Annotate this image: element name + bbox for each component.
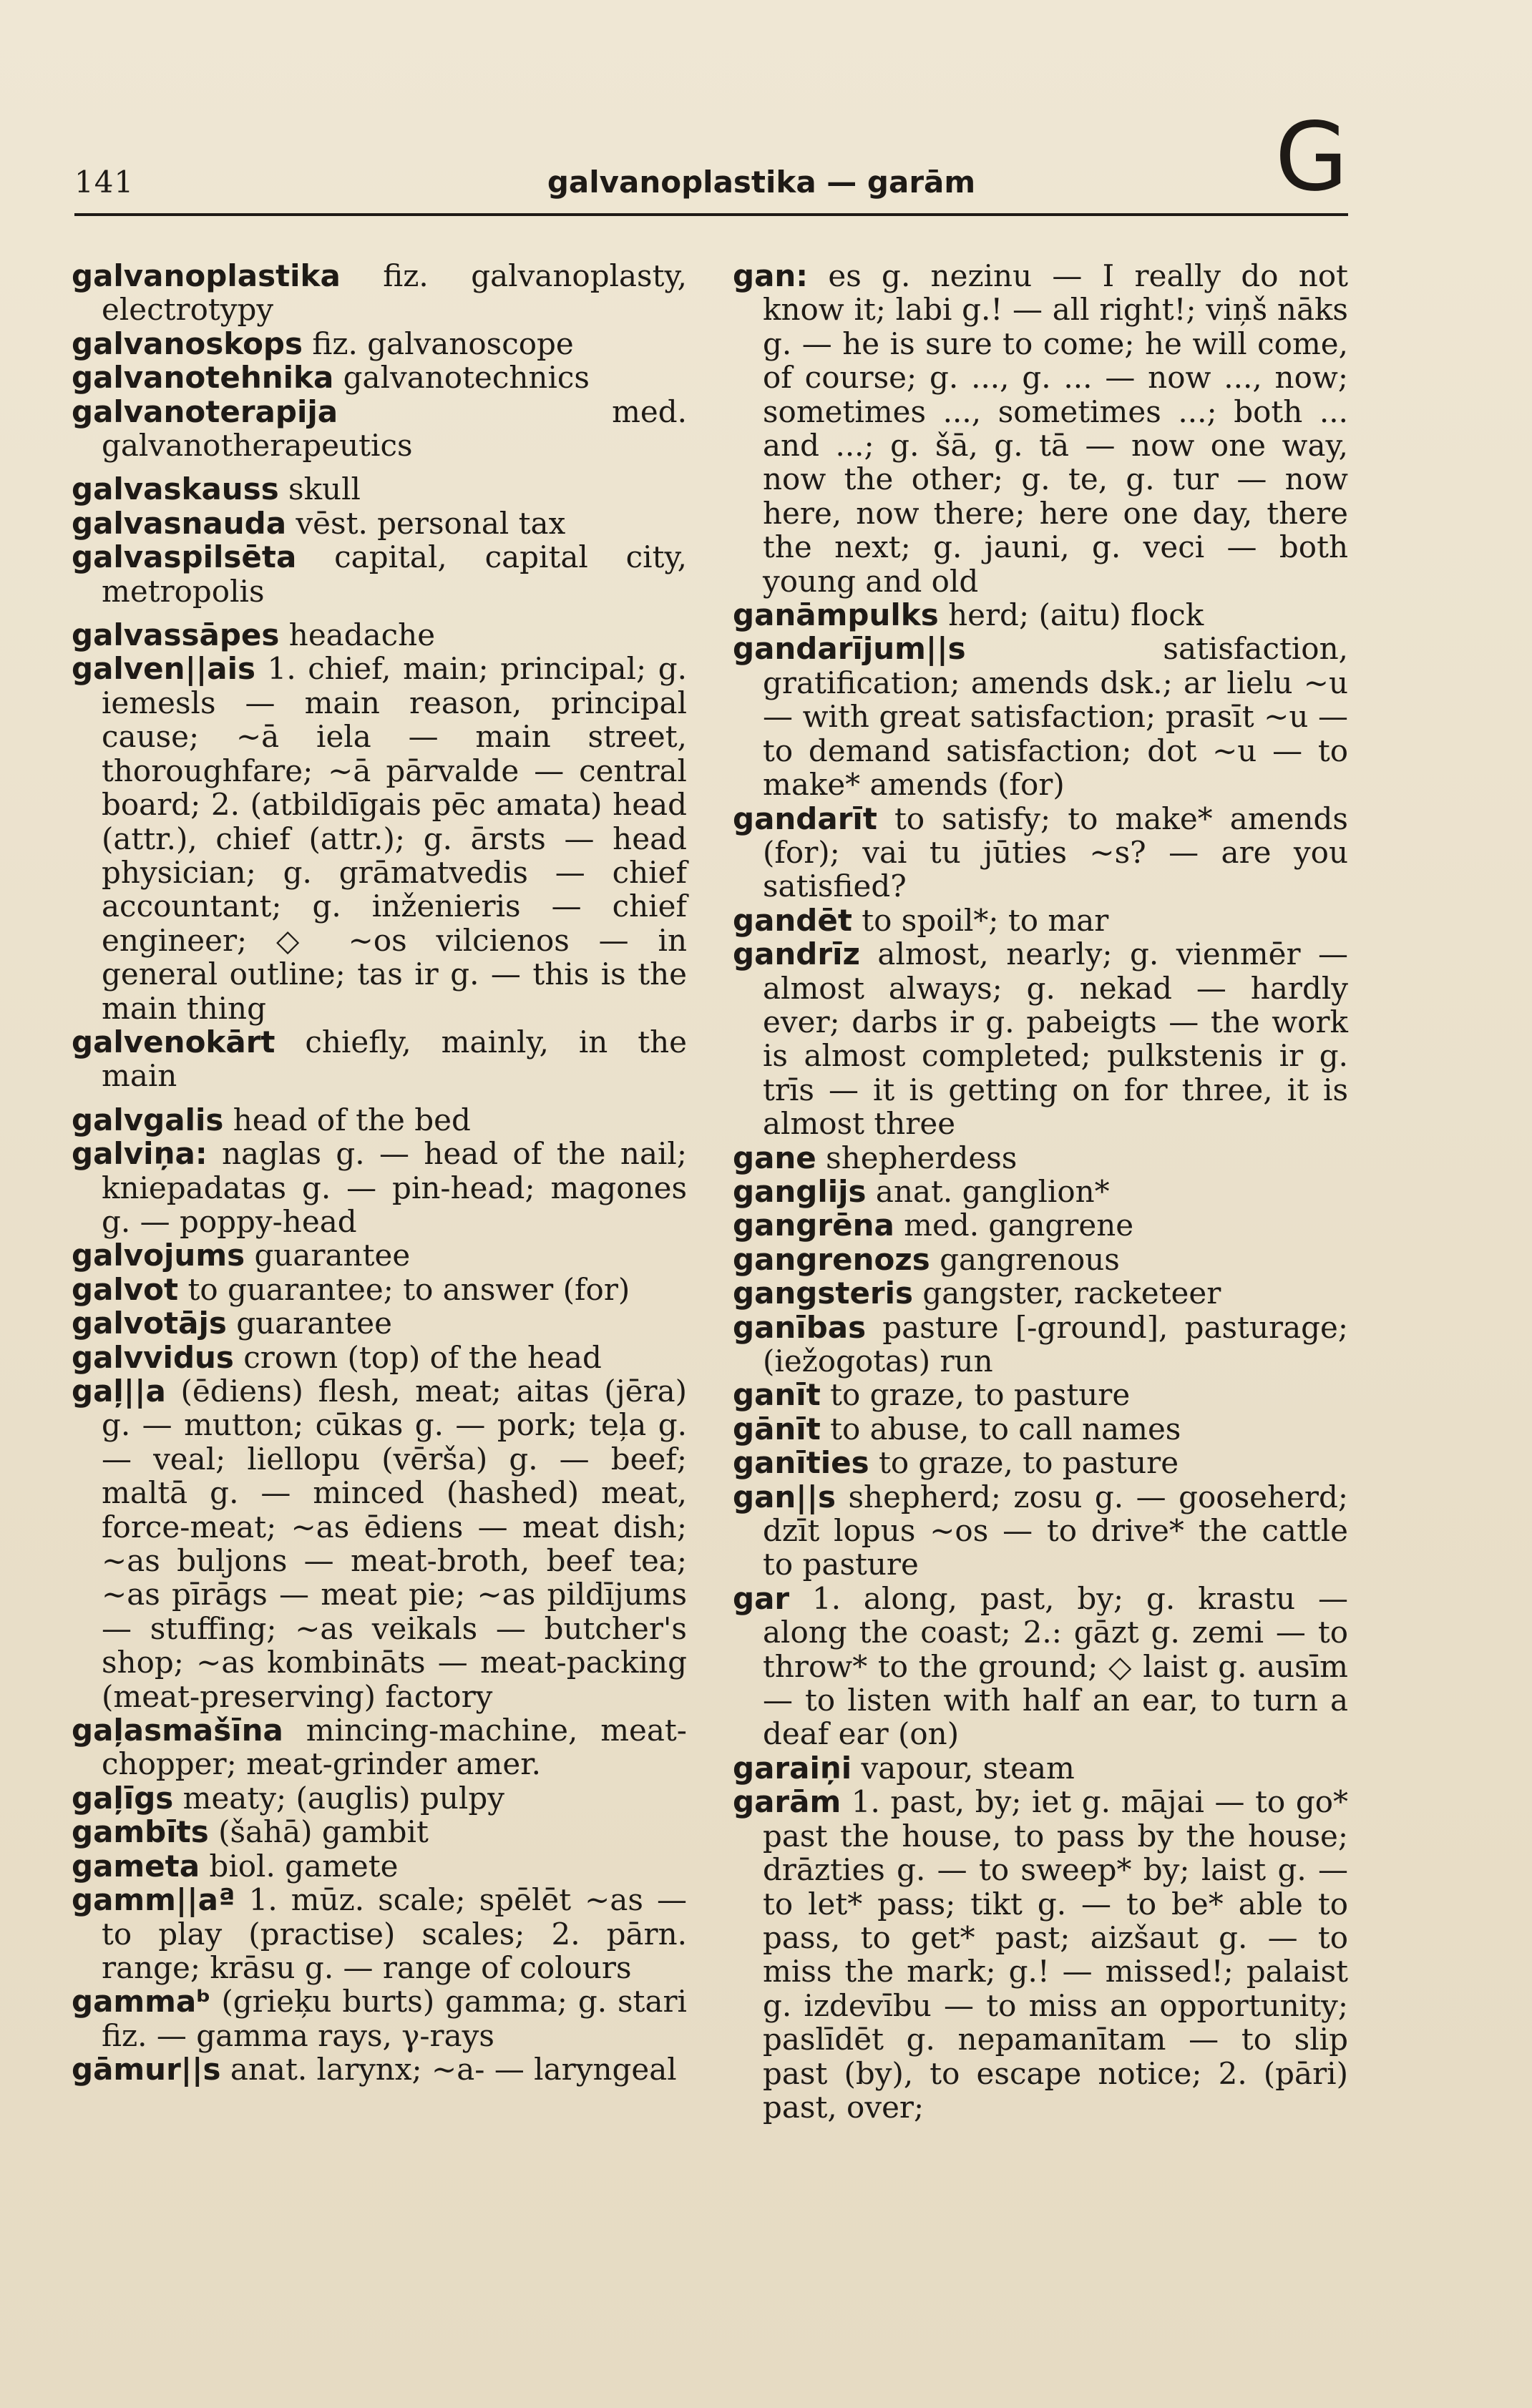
entry-headword: gammaᵇ	[72, 1984, 211, 2020]
dictionary-entry	[72, 395, 687, 463]
dictionary-entry	[733, 937, 1348, 1140]
entry-definition: 1. chief, main; principal; g. iemesls — main reason, principal cause; ~ā iela — main street, thoroughfare; ~ā pārvalde — central board; 2. (atbildīgais pēc amata) head (attr.), chief (attr.); g. ārsts — head physician; g. grāmatvedis — chief accountant; g. inženieris — chief engineer; ◇ ~os vilcienos — in general outline; tas ir g. — this is the main thing	[102, 651, 687, 1026]
dictionary-entry	[72, 618, 687, 652]
entry-headword: galvaskauss	[72, 471, 279, 507]
dictionary-entry	[72, 472, 687, 506]
dictionary-entry	[72, 540, 687, 608]
dictionary-entry	[733, 904, 1348, 937]
entry-definition: crown (top) of the head	[233, 1339, 602, 1375]
entry-headword: gaļasmašīna	[72, 1713, 283, 1748]
dictionary-entry	[72, 1103, 687, 1137]
entry-definition: to spoil*; to mar	[852, 902, 1109, 938]
entry-definition: guarantee	[226, 1306, 392, 1341]
entry-headword: galvanoterapija	[72, 393, 338, 429]
entry-headword: gānīt	[733, 1411, 821, 1447]
entry-definition: galvanotechnics	[333, 360, 590, 396]
entry-headword: galvanotehnika	[72, 360, 334, 396]
entry-definition: 1. mūz. scale; spēlēt ~as — to play (practise) scales; 2. pārn. range; krāsu g. — range of colours	[102, 1882, 687, 1985]
dictionary-entry	[72, 1883, 687, 1984]
dictionary-entry	[72, 1713, 687, 1781]
page-number: 141	[74, 165, 135, 200]
entry-headword: galvvidus	[72, 1339, 234, 1375]
dictionary-entry	[72, 1137, 687, 1238]
dictionary-entry	[733, 1378, 1348, 1411]
entry-definition: med. gangrene	[894, 1208, 1134, 1243]
entry-headword: galvanoskops	[72, 326, 303, 361]
entry-definition: to graze, to pasture	[820, 1377, 1131, 1413]
entry-definition: headache	[279, 617, 436, 653]
entry-headword: gandarījum||s	[733, 631, 966, 667]
entry-headword: galvot	[72, 1271, 179, 1307]
entry-headword: garaiņi	[733, 1750, 852, 1786]
entry-definition: vēst. personal tax	[286, 505, 566, 541]
entry-definition: skull	[278, 471, 361, 507]
entry-definition: satisfaction, gratification; amends dsk.; ar lielu ~u — with great satisfaction; prasīt ~u — to demand satisfaction; dot ~u — to make* amends (for)	[763, 631, 1348, 803]
entry-headword: galvgalis	[72, 1102, 224, 1137]
entry-definition: shepherd; zosu g. — gooseherd; dzīt lopus ~os — to drive* the cattle to pasture	[763, 1479, 1348, 1582]
entry-headword: ganglijs	[733, 1173, 867, 1209]
entry-headword: galvassāpes	[72, 617, 280, 653]
entry-headword: gar	[733, 1580, 790, 1616]
entry-headword: garām	[733, 1784, 841, 1820]
entry-headword: ganības	[733, 1309, 867, 1345]
dictionary-entry	[733, 802, 1348, 904]
entry-definition: fiz. galvanoscope	[303, 326, 574, 361]
dictionary-entry	[72, 1984, 687, 2052]
dictionary-entry	[733, 632, 1348, 801]
entry-definition: gangster, racketeer	[913, 1276, 1221, 1311]
entry-headword: gane	[733, 1140, 816, 1175]
dictionary-entry	[733, 1446, 1348, 1479]
entry-headword: gaļīgs	[72, 1780, 174, 1816]
entry-headword: gandarīt	[733, 801, 877, 836]
header-rule	[74, 213, 1348, 216]
entry-definition: naglas g. — head of the nail; kniepadatas g. — pin-head; magones g. — poppy-head	[102, 1136, 687, 1239]
entry-definition: 1. past, by; iet g. mājai — to go* past the house, to pass by the house; drāzties g. — to sweep* by; laist g. — to let* pass; tikt g. — to be* able to pass, to get* past; aizšaut g. — to miss the mark; g.! — missed!; palaist g. izdevību — to miss an opportunity; paslīdēt g. nepamanītam — to slip past (by), to escape notice; 2. (pāri) past, over;	[763, 1784, 1348, 2125]
dictionary-entry	[733, 1412, 1348, 1446]
entry-headword: galvanoplastika	[72, 258, 341, 293]
entry-headword: gambīts	[72, 1814, 209, 1850]
page-header	[74, 102, 1348, 215]
entry-definition: es g. nezinu — I really do not know it; labi g.! — all right!; viņš nāks g. — he is sure to come; he will come, of course; g. ..., g. ... — now ..., now; sometimes ..., sometimes ...; both ... and ...; g. šā, g. tā — now one way, now the other; g. te, g. tur — now here, now there; here one day, there the next; g. jauni, g. veci — both young and old	[763, 258, 1348, 599]
entry-definition: (ēdiens) flesh, meat; aitas (jēra) g. — mutton; cūkas g. — pork; teļa g. — veal; liellopu (vērša) g. — beef; maltā g. — minced (hashed) meat, force-meat; ~as ēdiens — meat dish; ~as buljons — meat-broth, beef tea; ~as pīrāgs — meat pie; ~as pildījums — stuffing; ~as veikals — butcher's shop; ~as kombināts — meat-packing (meat-preserving) factory	[102, 1374, 687, 1714]
dictionary-entry	[72, 259, 687, 327]
entry-definition: shepherdess	[816, 1140, 1018, 1175]
dictionary-entry	[72, 652, 687, 1024]
dictionary-entry	[72, 361, 687, 394]
entry-definition: almost, nearly; g. vienmēr — almost always; g. nekad — hardly ever; darbs ir g. pabeigts — the work is almost completed; pulkstenis ir g. trīs — it is getting on for three, it is almost three	[763, 936, 1348, 1142]
dictionary-entry	[72, 1238, 687, 1272]
dictionary-entry	[72, 1815, 687, 1849]
dictionary-entry	[72, 1341, 687, 1374]
dictionary-entry	[733, 1141, 1348, 1175]
dictionary-entry	[72, 1374, 687, 1713]
entry-definition: to satisfy; to make* amends (for); vai tu jūties ~s? — are you satisfied?	[763, 801, 1348, 904]
entry-headword: ganīties	[733, 1445, 869, 1481]
entry-definition: pasture [-ground], pasturage; (iežogotas) run	[763, 1309, 1348, 1379]
dictionary-entry	[733, 259, 1348, 598]
dictionary-entry	[72, 1781, 687, 1815]
entry-headword: gaļ||a	[72, 1374, 166, 1409]
entry-headword: gangsteris	[733, 1276, 914, 1311]
dictionary-entry	[733, 598, 1348, 632]
dictionary-entry	[733, 1785, 1348, 2124]
entry-headword: ganīt	[733, 1377, 821, 1413]
entry-headword: gamm||aª	[72, 1882, 235, 1918]
entry-headword: gan:	[733, 258, 809, 293]
entry-definition: 1. along, past, by; g. krastu — along the coast; 2.: gāzt g. zemi — to throw* to the ground; ◇ laist g. ausīm — to listen with half an ear, to turn a deaf ear (on)	[763, 1580, 1348, 1752]
entry-definition: gangrenous	[930, 1241, 1120, 1277]
dictionary-entry	[733, 1751, 1348, 1785]
entry-definition: head of the bed	[223, 1102, 471, 1137]
dictionary-entry	[733, 1582, 1348, 1751]
entry-definition: fiz. galvanoplasty, electrotypy	[102, 258, 687, 328]
entry-headword: gan||s	[733, 1479, 836, 1514]
entry-headword: galvotājs	[72, 1306, 227, 1341]
dictionary-entry	[733, 1480, 1348, 1582]
entry-definition: guarantee	[245, 1238, 411, 1273]
running-title: galvanoplastika — garām	[547, 165, 976, 200]
entry-definition: (šahā) gambit	[208, 1814, 429, 1850]
entry-definition: capital, capital city, metropolis	[102, 539, 687, 609]
entry-headword: gandēt	[733, 902, 852, 938]
entry-definition: mincing-machine, meat-chopper; meat-grinder amer.	[102, 1713, 687, 1782]
entry-headword: gandrīz	[733, 936, 860, 972]
entry-headword: galvenokārt	[72, 1024, 275, 1059]
dictionary-entry	[72, 506, 687, 540]
entry-headword: ganāmpulks	[733, 597, 939, 633]
dictionary-entry	[72, 1306, 687, 1340]
entry-headword: gameta	[72, 1848, 200, 1884]
entry-definition: meaty; (auglis) pulpy	[173, 1780, 504, 1816]
entry-definition: anat. larynx; ~a- — laryngeal	[220, 2052, 677, 2088]
entry-headword: gangrēna	[733, 1208, 894, 1243]
entry-definition: (grieķu burts) gamma; g. stari fiz. — gamma rays, γ-rays	[102, 1984, 687, 2053]
entry-definition: to guarantee; to answer (for)	[178, 1271, 630, 1307]
dictionary-entry	[733, 1276, 1348, 1310]
entry-definition: chiefly, mainly, in the main	[102, 1024, 687, 1094]
entry-headword: gāmur||s	[72, 2052, 221, 2088]
left-column	[72, 259, 687, 2087]
dictionary-entry	[72, 1025, 687, 1093]
dictionary-entry	[733, 1311, 1348, 1379]
entry-headword: galvaspilsēta	[72, 539, 297, 575]
entry-headword: galviņa:	[72, 1136, 208, 1172]
dictionary-entry	[733, 1243, 1348, 1276]
right-column	[733, 259, 1348, 2124]
dictionary-entry	[72, 327, 687, 361]
entry-headword: galvojums	[72, 1238, 245, 1273]
section-letter: G	[1274, 102, 1348, 212]
dictionary-entry	[72, 1849, 687, 1883]
entry-headword: gangrenozs	[733, 1241, 930, 1277]
entry-definition: biol. gamete	[200, 1848, 399, 1884]
entry-definition: anat. ganglion*	[866, 1173, 1110, 1209]
dictionary-entry	[72, 2052, 687, 2086]
dictionary-entry	[72, 1273, 687, 1306]
dictionary-entry	[733, 1175, 1348, 1208]
entry-definition: herd; (aitu) flock	[938, 597, 1204, 633]
entry-definition: med. galvanotherapeutics	[102, 393, 687, 464]
entry-headword: galvasnauda	[72, 505, 287, 541]
entry-definition: to abuse, to call names	[820, 1411, 1181, 1447]
entry-definition: to graze, to pasture	[869, 1445, 1179, 1481]
entry-definition: vapour, steam	[852, 1750, 1075, 1786]
entry-headword: galven||ais	[72, 651, 255, 687]
dictionary-entry	[733, 1208, 1348, 1242]
